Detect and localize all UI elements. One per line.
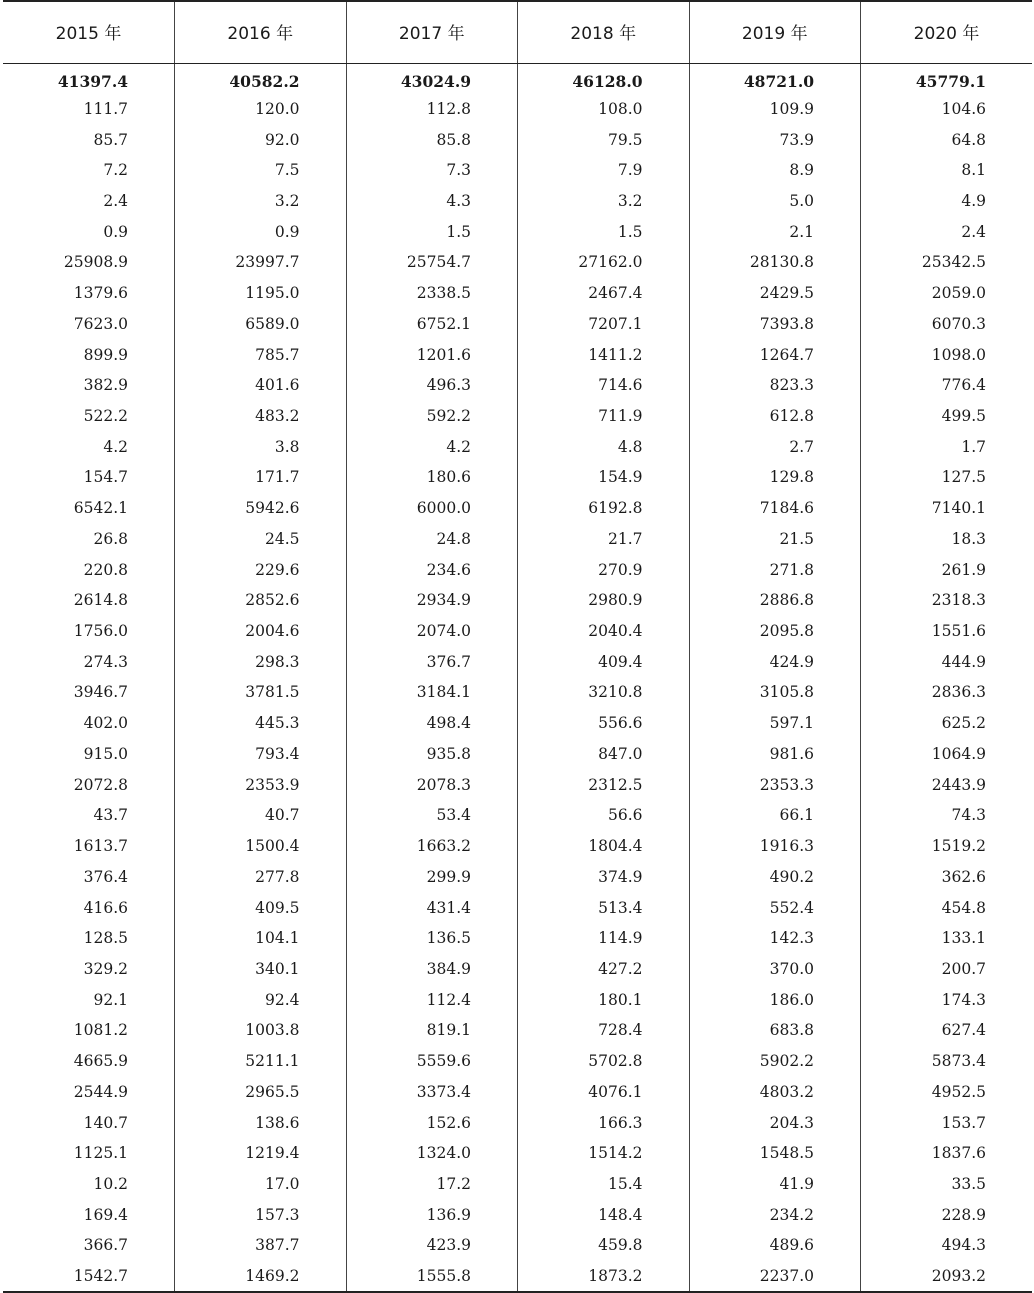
cell-2018: 1873.2: [518, 1262, 690, 1293]
cell-2020: 2836.3: [861, 678, 1033, 709]
cell-2020: 74.3: [861, 801, 1033, 832]
statistics-table: [3, 0, 1032, 1293]
table-row: [3, 524, 1032, 555]
table-row: [3, 985, 1032, 1016]
cell-2017: 152.6: [346, 1108, 518, 1139]
column-header-2015: 2015 年: [3, 1, 175, 64]
cell-2017: 592.2: [346, 401, 518, 432]
cell-2019: 109.9: [689, 94, 861, 125]
cell-2016: 2353.9: [175, 770, 347, 801]
cell-2018: 714.6: [518, 371, 690, 402]
cell-2017: 496.3: [346, 371, 518, 402]
cell-2017: 299.9: [346, 862, 518, 893]
cell-2019: 2429.5: [689, 279, 861, 310]
cell-2020: 2443.9: [861, 770, 1033, 801]
cell-2018: 4076.1: [518, 1077, 690, 1108]
cell-2015: 2614.8: [73, 591, 128, 610]
cell-2015: 1081.2: [73, 1021, 128, 1040]
cell-2016: 157.3: [175, 1200, 347, 1231]
cell-2015: 376.4: [83, 867, 128, 886]
table-row: [3, 647, 1032, 678]
column-header-2016: 2016 年: [175, 1, 347, 64]
table-row: [3, 279, 1032, 310]
cell-2020: 1098.0: [861, 340, 1033, 371]
cell-2016: 1195.0: [175, 279, 347, 310]
cell-2017: 2934.9: [346, 586, 518, 617]
cell-2018: 1804.4: [518, 831, 690, 862]
cell-2017: 180.6: [346, 463, 518, 494]
cell-2015: 1542.7: [3, 1262, 175, 1293]
cell-2017: 2338.5: [346, 279, 518, 310]
cell-2016: 2004.6: [175, 616, 347, 647]
cell-2019: 489.6: [689, 1231, 861, 1262]
cell-2016: 6589.0: [175, 309, 347, 340]
table-row: [3, 616, 1032, 647]
table-row: [3, 186, 1032, 217]
cell-2018: 2467.4: [518, 279, 690, 310]
cell-2015: 111.7: [83, 99, 128, 118]
cell-2015: 915.0: [83, 744, 128, 763]
cell-2015: 2072.8: [73, 775, 128, 794]
cell-2017: 4.2: [346, 432, 518, 463]
table-row: [3, 1077, 1032, 1108]
cell-2016: 92.4: [175, 985, 347, 1016]
table-row: [3, 217, 1032, 248]
table-row: [3, 954, 1032, 985]
cell-2017: 423.9: [346, 1231, 518, 1262]
cell-2018: 154.9: [518, 463, 690, 494]
cell-2017: 3184.1: [346, 678, 518, 709]
table-row: [3, 248, 1032, 279]
cell-2016: 1469.2: [175, 1262, 347, 1293]
cell-2015: 169.4: [83, 1205, 128, 1224]
table-row: [3, 309, 1032, 340]
cell-2018: 847.0: [518, 739, 690, 770]
cell-2019: 683.8: [689, 1016, 861, 1047]
cell-2018: 728.4: [518, 1016, 690, 1047]
cell-2020: 1837.6: [861, 1139, 1033, 1170]
cell-2016: 445.3: [175, 709, 347, 740]
cell-2016: 483.2: [175, 401, 347, 432]
cell-2020: 33.5: [861, 1169, 1033, 1200]
table-row: [3, 432, 1032, 463]
cell-2015: 43.7: [93, 806, 128, 825]
cell-2019: 2886.8: [689, 586, 861, 617]
cell-2017: 6000.0: [346, 494, 518, 525]
cell-2020: 1551.6: [861, 616, 1033, 647]
cell-2020: 2093.2: [861, 1262, 1033, 1293]
cell-2015: 4.2: [103, 437, 128, 456]
cell-2018: 114.9: [518, 924, 690, 955]
cell-2015: 7.2: [103, 161, 128, 180]
cell-2016: 409.5: [175, 893, 347, 924]
cell-2020: 499.5: [861, 401, 1033, 432]
cell-2018: 79.5: [518, 125, 690, 156]
cell-2017: 1663.2: [346, 831, 518, 862]
cell-2015: 416.6: [83, 898, 128, 917]
cell-2019: 271.8: [689, 555, 861, 586]
cell-2016: 40582.2: [175, 64, 347, 95]
cell-2016: 3781.5: [175, 678, 347, 709]
cell-2020: 7140.1: [861, 494, 1033, 525]
cell-2017: 24.8: [346, 524, 518, 555]
cell-2019: 5902.2: [689, 1047, 861, 1078]
cell-2016: 229.6: [175, 555, 347, 586]
cell-2020: 454.8: [861, 893, 1033, 924]
table-row: [3, 1139, 1032, 1170]
cell-2019: 3105.8: [689, 678, 861, 709]
cell-2018: 409.4: [518, 647, 690, 678]
cell-2020: 200.7: [861, 954, 1033, 985]
cell-2019: 234.2: [689, 1200, 861, 1231]
cell-2020: 494.3: [861, 1231, 1033, 1262]
cell-2016: 104.1: [175, 924, 347, 955]
cell-2017: 1201.6: [346, 340, 518, 371]
cell-2017: 819.1: [346, 1016, 518, 1047]
cell-2018: 2980.9: [518, 586, 690, 617]
cell-2015: 366.7: [83, 1236, 128, 1255]
cell-2019: 552.4: [689, 893, 861, 924]
cell-2017: 384.9: [346, 954, 518, 985]
column-header-2018: 2018 年: [518, 1, 690, 64]
cell-2019: 424.9: [689, 647, 861, 678]
cell-2019: 186.0: [689, 985, 861, 1016]
cell-2015: 128.5: [83, 929, 128, 948]
cell-2019: 612.8: [689, 401, 861, 432]
cell-2016: 5211.1: [175, 1047, 347, 1078]
cell-2018: 46128.0: [518, 64, 690, 95]
cell-2018: 15.4: [518, 1169, 690, 1200]
cell-2017: 5559.6: [346, 1047, 518, 1078]
cell-2016: 785.7: [175, 340, 347, 371]
table-row: [3, 156, 1032, 187]
cell-2018: 108.0: [518, 94, 690, 125]
cell-2017: 1324.0: [346, 1139, 518, 1170]
cell-2019: 204.3: [689, 1108, 861, 1139]
table-row: [3, 801, 1032, 832]
cell-2019: 823.3: [689, 371, 861, 402]
cell-2019: 490.2: [689, 862, 861, 893]
cell-2017: 85.8: [346, 125, 518, 156]
cell-2017: 43024.9: [346, 64, 518, 95]
cell-2015: 26.8: [93, 529, 128, 548]
table-row: [3, 401, 1032, 432]
cell-2015: 3946.7: [73, 683, 128, 702]
cell-2016: 387.7: [175, 1231, 347, 1262]
cell-2018: 711.9: [518, 401, 690, 432]
cell-2018: 459.8: [518, 1231, 690, 1262]
cell-2018: 27162.0: [518, 248, 690, 279]
cell-2019: 73.9: [689, 125, 861, 156]
table-row: [3, 678, 1032, 709]
cell-2015: 329.2: [83, 959, 128, 978]
table-row: [3, 64, 1032, 95]
cell-2019: 8.9: [689, 156, 861, 187]
cell-2017: 7.3: [346, 156, 518, 187]
cell-2017: 234.6: [346, 555, 518, 586]
cell-2019: 1916.3: [689, 831, 861, 862]
cell-2016: 23997.7: [175, 248, 347, 279]
cell-2018: 4.8: [518, 432, 690, 463]
cell-2016: 298.3: [175, 647, 347, 678]
cell-2020: 1.7: [861, 432, 1033, 463]
cell-2016: 1500.4: [175, 831, 347, 862]
cell-2016: 5942.6: [175, 494, 347, 525]
cell-2017: 112.8: [346, 94, 518, 125]
cell-2018: 56.6: [518, 801, 690, 832]
cell-2017: 1.5: [346, 217, 518, 248]
cell-2016: 793.4: [175, 739, 347, 770]
column-header-2017: 2017 年: [346, 1, 518, 64]
cell-2019: 2.7: [689, 432, 861, 463]
cell-2019: 1264.7: [689, 340, 861, 371]
cell-2015: 1756.0: [73, 622, 128, 641]
cell-2016: 3.8: [175, 432, 347, 463]
cell-2017: 112.4: [346, 985, 518, 1016]
cell-2020: 6070.3: [861, 309, 1033, 340]
cell-2019: 28130.8: [689, 248, 861, 279]
cell-2018: 513.4: [518, 893, 690, 924]
cell-2015: 522.2: [83, 407, 128, 426]
cell-2016: 2852.6: [175, 586, 347, 617]
cell-2019: 48721.0: [689, 64, 861, 95]
cell-2015: 7623.0: [73, 314, 128, 333]
table-row: [3, 1016, 1032, 1047]
cell-2016: 0.9: [175, 217, 347, 248]
cell-2017: 498.4: [346, 709, 518, 740]
cell-2016: 120.0: [175, 94, 347, 125]
cell-2019: 2095.8: [689, 616, 861, 647]
cell-2020: 261.9: [861, 555, 1033, 586]
cell-2016: 40.7: [175, 801, 347, 832]
cell-2019: 66.1: [689, 801, 861, 832]
cell-2015: 92.1: [93, 990, 128, 1009]
cell-2020: 1064.9: [861, 739, 1033, 770]
cell-2020: 127.5: [861, 463, 1033, 494]
cell-2020: 362.6: [861, 862, 1033, 893]
cell-2018: 7207.1: [518, 309, 690, 340]
cell-2017: 2078.3: [346, 770, 518, 801]
cell-2018: 270.9: [518, 555, 690, 586]
cell-2015: 2.4: [103, 191, 128, 210]
cell-2017: 376.7: [346, 647, 518, 678]
cell-2016: 138.6: [175, 1108, 347, 1139]
cell-2020: 627.4: [861, 1016, 1033, 1047]
cell-2019: 7393.8: [689, 309, 861, 340]
table-row: [3, 770, 1032, 801]
cell-2016: 277.8: [175, 862, 347, 893]
cell-2016: 24.5: [175, 524, 347, 555]
cell-2015: 1125.1: [73, 1144, 128, 1163]
cell-2017: 6752.1: [346, 309, 518, 340]
table-row: [3, 555, 1032, 586]
table-row: [3, 1169, 1032, 1200]
cell-2015: 274.3: [83, 652, 128, 671]
cell-2018: 1.5: [518, 217, 690, 248]
cell-2019: 981.6: [689, 739, 861, 770]
cell-2015: 0.9: [103, 222, 128, 241]
cell-2017: 431.4: [346, 893, 518, 924]
cell-2015: 1613.7: [73, 837, 128, 856]
cell-2017: 136.9: [346, 1200, 518, 1231]
cell-2019: 129.8: [689, 463, 861, 494]
table-row: [3, 1262, 1032, 1293]
cell-2019: 21.5: [689, 524, 861, 555]
cell-2015: 154.7: [83, 468, 128, 487]
cell-2015: 402.0: [83, 714, 128, 733]
cell-2016: 340.1: [175, 954, 347, 985]
cell-2020: 625.2: [861, 709, 1033, 740]
cell-2015: 1379.6: [73, 284, 128, 303]
column-header-2019: 2019 年: [689, 1, 861, 64]
cell-2016: 7.5: [175, 156, 347, 187]
cell-2016: 401.6: [175, 371, 347, 402]
cell-2016: 1219.4: [175, 1139, 347, 1170]
cell-2019: 2.1: [689, 217, 861, 248]
cell-2017: 1555.8: [346, 1262, 518, 1293]
cell-2015: 10.2: [93, 1174, 128, 1193]
cell-2020: 776.4: [861, 371, 1033, 402]
table-row: [3, 371, 1032, 402]
cell-2019: 4803.2: [689, 1077, 861, 1108]
cell-2015: 220.8: [83, 560, 128, 579]
table-row: [3, 1200, 1032, 1231]
cell-2017: 935.8: [346, 739, 518, 770]
table-body: [3, 64, 1032, 1293]
cell-2020: 2318.3: [861, 586, 1033, 617]
column-header-2020: 2020 年: [861, 1, 1033, 64]
cell-2017: 136.5: [346, 924, 518, 955]
cell-2019: 142.3: [689, 924, 861, 955]
cell-2015: 899.9: [83, 345, 128, 364]
table-row: [3, 893, 1032, 924]
cell-2015: 6542.1: [73, 499, 128, 518]
cell-2016: 3.2: [175, 186, 347, 217]
cell-2018: 556.6: [518, 709, 690, 740]
cell-2018: 166.3: [518, 1108, 690, 1139]
cell-2015: 382.9: [83, 376, 128, 395]
cell-2017: 17.2: [346, 1169, 518, 1200]
cell-2020: 4952.5: [861, 1077, 1033, 1108]
cell-2020: 1519.2: [861, 831, 1033, 862]
cell-2018: 1514.2: [518, 1139, 690, 1170]
cell-2020: 18.3: [861, 524, 1033, 555]
header-row: [3, 1, 1032, 64]
cell-2018: 3210.8: [518, 678, 690, 709]
cell-2016: 2965.5: [175, 1077, 347, 1108]
cell-2016: 92.0: [175, 125, 347, 156]
cell-2016: 1003.8: [175, 1016, 347, 1047]
cell-2017: 25754.7: [346, 248, 518, 279]
cell-2015: 140.7: [83, 1113, 128, 1132]
table-row: [3, 739, 1032, 770]
table-row: [3, 862, 1032, 893]
cell-2018: 2312.5: [518, 770, 690, 801]
cell-2020: 228.9: [861, 1200, 1033, 1231]
cell-2018: 374.9: [518, 862, 690, 893]
table-row: [3, 125, 1032, 156]
cell-2015: 25908.9: [63, 253, 128, 272]
cell-2020: 2059.0: [861, 279, 1033, 310]
cell-2015: 4665.9: [73, 1052, 128, 1071]
cell-2019: 2237.0: [689, 1262, 861, 1293]
cell-2019: 5.0: [689, 186, 861, 217]
table-row: [3, 586, 1032, 617]
cell-2019: 1548.5: [689, 1139, 861, 1170]
cell-2017: 3373.4: [346, 1077, 518, 1108]
cell-2018: 5702.8: [518, 1047, 690, 1078]
cell-2019: 370.0: [689, 954, 861, 985]
cell-2020: 133.1: [861, 924, 1033, 955]
table-row: [3, 1047, 1032, 1078]
table-row: [3, 709, 1032, 740]
cell-2019: 2353.3: [689, 770, 861, 801]
cell-2018: 3.2: [518, 186, 690, 217]
table-row: [3, 831, 1032, 862]
cell-2016: 171.7: [175, 463, 347, 494]
cell-2015: 85.7: [93, 130, 128, 149]
cell-2019: 7184.6: [689, 494, 861, 525]
table-row: [3, 1108, 1032, 1139]
cell-2019: 41.9: [689, 1169, 861, 1200]
cell-2020: 104.6: [861, 94, 1033, 125]
table-row: [3, 924, 1032, 955]
cell-2016: 17.0: [175, 1169, 347, 1200]
cell-2019: 597.1: [689, 709, 861, 740]
cell-2020: 64.8: [861, 125, 1033, 156]
cell-2017: 53.4: [346, 801, 518, 832]
cell-2020: 8.1: [861, 156, 1033, 187]
table-row: [3, 340, 1032, 371]
table-row: [3, 94, 1032, 125]
cell-2020: 2.4: [861, 217, 1033, 248]
cell-2018: 180.1: [518, 985, 690, 1016]
cell-2020: 444.9: [861, 647, 1033, 678]
cell-2015: 41397.4: [57, 72, 128, 92]
cell-2020: 153.7: [861, 1108, 1033, 1139]
cell-2018: 2040.4: [518, 616, 690, 647]
table-row: [3, 1231, 1032, 1262]
cell-2020: 4.9: [861, 186, 1033, 217]
cell-2020: 25342.5: [861, 248, 1033, 279]
cell-2017: 4.3: [346, 186, 518, 217]
cell-2018: 7.9: [518, 156, 690, 187]
cell-2015: 2544.9: [73, 1082, 128, 1101]
cell-2018: 21.7: [518, 524, 690, 555]
cell-2018: 6192.8: [518, 494, 690, 525]
cell-2018: 427.2: [518, 954, 690, 985]
cell-2020: 45779.1: [861, 64, 1033, 95]
cell-2020: 5873.4: [861, 1047, 1033, 1078]
cell-2018: 1411.2: [518, 340, 690, 371]
table-row: [3, 494, 1032, 525]
cell-2018: 148.4: [518, 1200, 690, 1231]
cell-2020: 174.3: [861, 985, 1033, 1016]
cell-2017: 2074.0: [346, 616, 518, 647]
table-row: [3, 463, 1032, 494]
